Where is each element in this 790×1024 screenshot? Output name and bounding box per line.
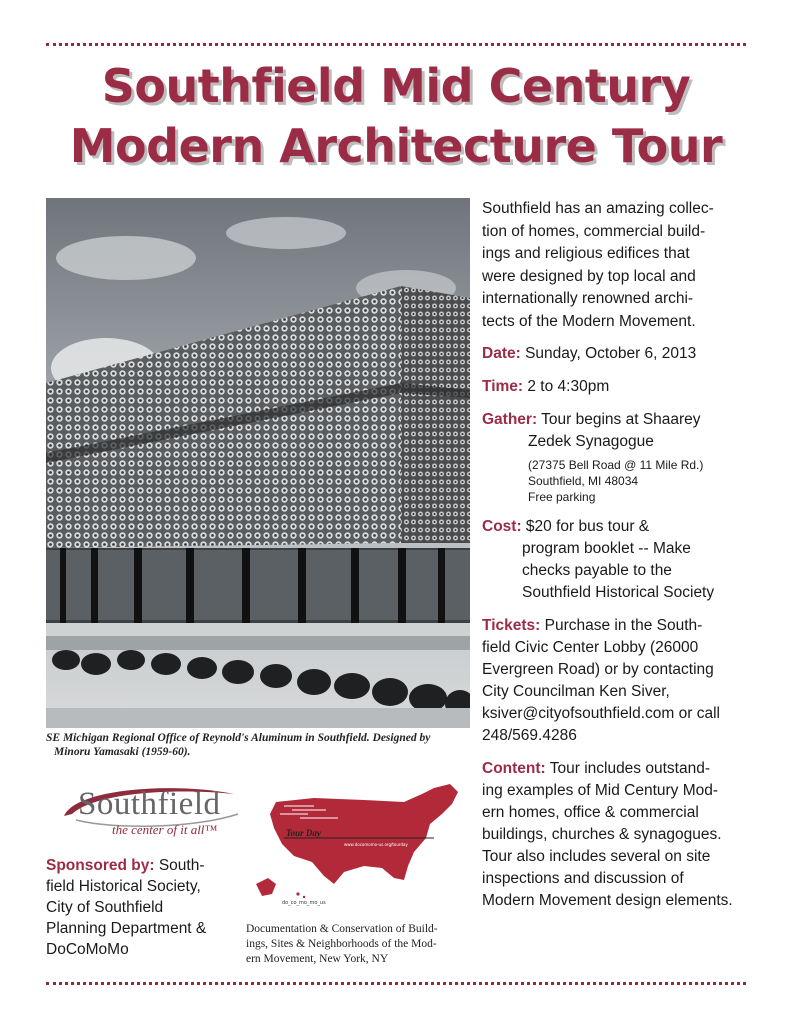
- gather-address-1: (27375 Bell Road @ 11 Mile Rd.): [528, 458, 704, 472]
- map-banner-text: Tour Day: [286, 828, 321, 838]
- gather-address-2: Southfield, MI 48034: [528, 474, 639, 488]
- gather-line-2: Zedek Synagogue: [528, 433, 654, 450]
- map-url-text: www.docomomo-us.org/tourday: [344, 842, 408, 847]
- docomomo-us-map: [254, 780, 468, 906]
- intro-paragraph: [482, 198, 752, 333]
- tickets-row: [482, 615, 752, 747]
- map-org-mark: do_co_mo_mo_us: [282, 900, 326, 906]
- date-row: [482, 343, 752, 365]
- content-row: [482, 758, 752, 912]
- cost-line-2: program booklet -- Make: [522, 540, 691, 557]
- caption-line-1: SE Michigan Regional Office of Reynold's Aluminum in Southfield. Designed by: [46, 732, 431, 744]
- cost-line-1: $20 for bus tour &: [521, 518, 650, 535]
- sponsor-text-1: South-: [154, 857, 205, 874]
- intro-line: tects of the Modern Movement.: [482, 312, 696, 330]
- tickets-email-link[interactable]: ksiver@cityofsouthfield.com or call: [482, 705, 720, 722]
- content-line-5: Tour also includes several on site: [482, 848, 711, 865]
- poster-title: [40, 56, 752, 176]
- content-line-1: Tour includes outstand-: [545, 760, 710, 777]
- gather-line-1: Tour begins at Shaarey: [537, 411, 701, 428]
- top-dotted-rule: [46, 43, 746, 46]
- date-value: Sunday, October 6, 2013: [520, 345, 697, 362]
- tickets-label: Tickets:: [482, 617, 541, 634]
- sponsor-text-2: field Historical Society,: [46, 878, 201, 895]
- cost-line-4: Southfield Historical Society: [522, 584, 715, 601]
- tickets-line-3: Evergreen Road) or by contacting: [482, 661, 714, 678]
- map-caption-line-3: ern Movement, New York, NY: [246, 953, 389, 965]
- logo-wordmark: Southfield: [78, 786, 221, 822]
- docomomo-caption: [246, 922, 476, 967]
- tickets-line-2: field Civic Center Lobby (26000: [482, 639, 699, 656]
- map-caption-line-2: ings, Sites & Neighborhoods of the Mod-: [246, 938, 437, 950]
- time-row: [482, 376, 752, 398]
- logo-tagline: the center of it all™: [112, 822, 218, 837]
- gather-address-3: Free parking: [528, 490, 596, 504]
- content-line-7: Modern Movement design elements.: [482, 892, 733, 909]
- sponsor-text-4: Planning Department &: [46, 920, 207, 937]
- title-line-2: Modern Architecture Tour: [69, 119, 723, 173]
- content-label: Content:: [482, 760, 546, 777]
- cost-line-3: checks payable to the: [522, 562, 672, 579]
- building-photo: [46, 198, 470, 728]
- content-line-6: inspections and discussion of: [482, 870, 684, 887]
- bottom-dotted-rule: [46, 982, 746, 985]
- photo-caption: [46, 731, 470, 759]
- cost-label: Cost:: [482, 518, 522, 535]
- content-line-4: buildings, churches & synagogues.: [482, 826, 722, 843]
- tour-details: [482, 198, 752, 923]
- time-value: 2 to 4:30pm: [523, 378, 610, 395]
- intro-line: Southfield has an amazing collec-: [482, 200, 714, 217]
- intro-line: internationally renowned archi-: [482, 290, 694, 307]
- sponsor-label: Sponsored by:: [46, 857, 155, 874]
- sponsor-block: [46, 855, 236, 960]
- tickets-line-1: Purchase in the South-: [540, 617, 703, 634]
- tickets-line-4: City Councilman Ken Siver,: [482, 683, 670, 700]
- map-caption-line-1: Documentation & Conservation of Build-: [246, 923, 438, 935]
- content-line-3: ern homes, office & commercial: [482, 804, 699, 821]
- caption-line-2: Minoru Yamasaki (1959-60).: [54, 746, 191, 758]
- southfield-logo: [56, 784, 246, 844]
- gather-row: [482, 409, 752, 505]
- intro-line: ings and religious edifices that: [482, 245, 690, 262]
- date-label: Date:: [482, 345, 521, 362]
- tickets-line-6: 248/569.4286: [482, 727, 577, 744]
- cost-row: [482, 516, 752, 604]
- content-line-2: ing examples of Mid Century Mod-: [482, 782, 719, 799]
- gather-label: Gather:: [482, 411, 538, 428]
- intro-line: were designed by top local and: [482, 267, 696, 285]
- time-label: Time:: [482, 378, 524, 395]
- intro-line: tion of homes, commercial build-: [482, 222, 706, 240]
- sponsor-text-5: DoCoMoMo: [46, 941, 129, 958]
- title-line-1: Southfield Mid Century: [101, 59, 691, 113]
- sponsor-text-3: City of Southfield: [46, 899, 164, 916]
